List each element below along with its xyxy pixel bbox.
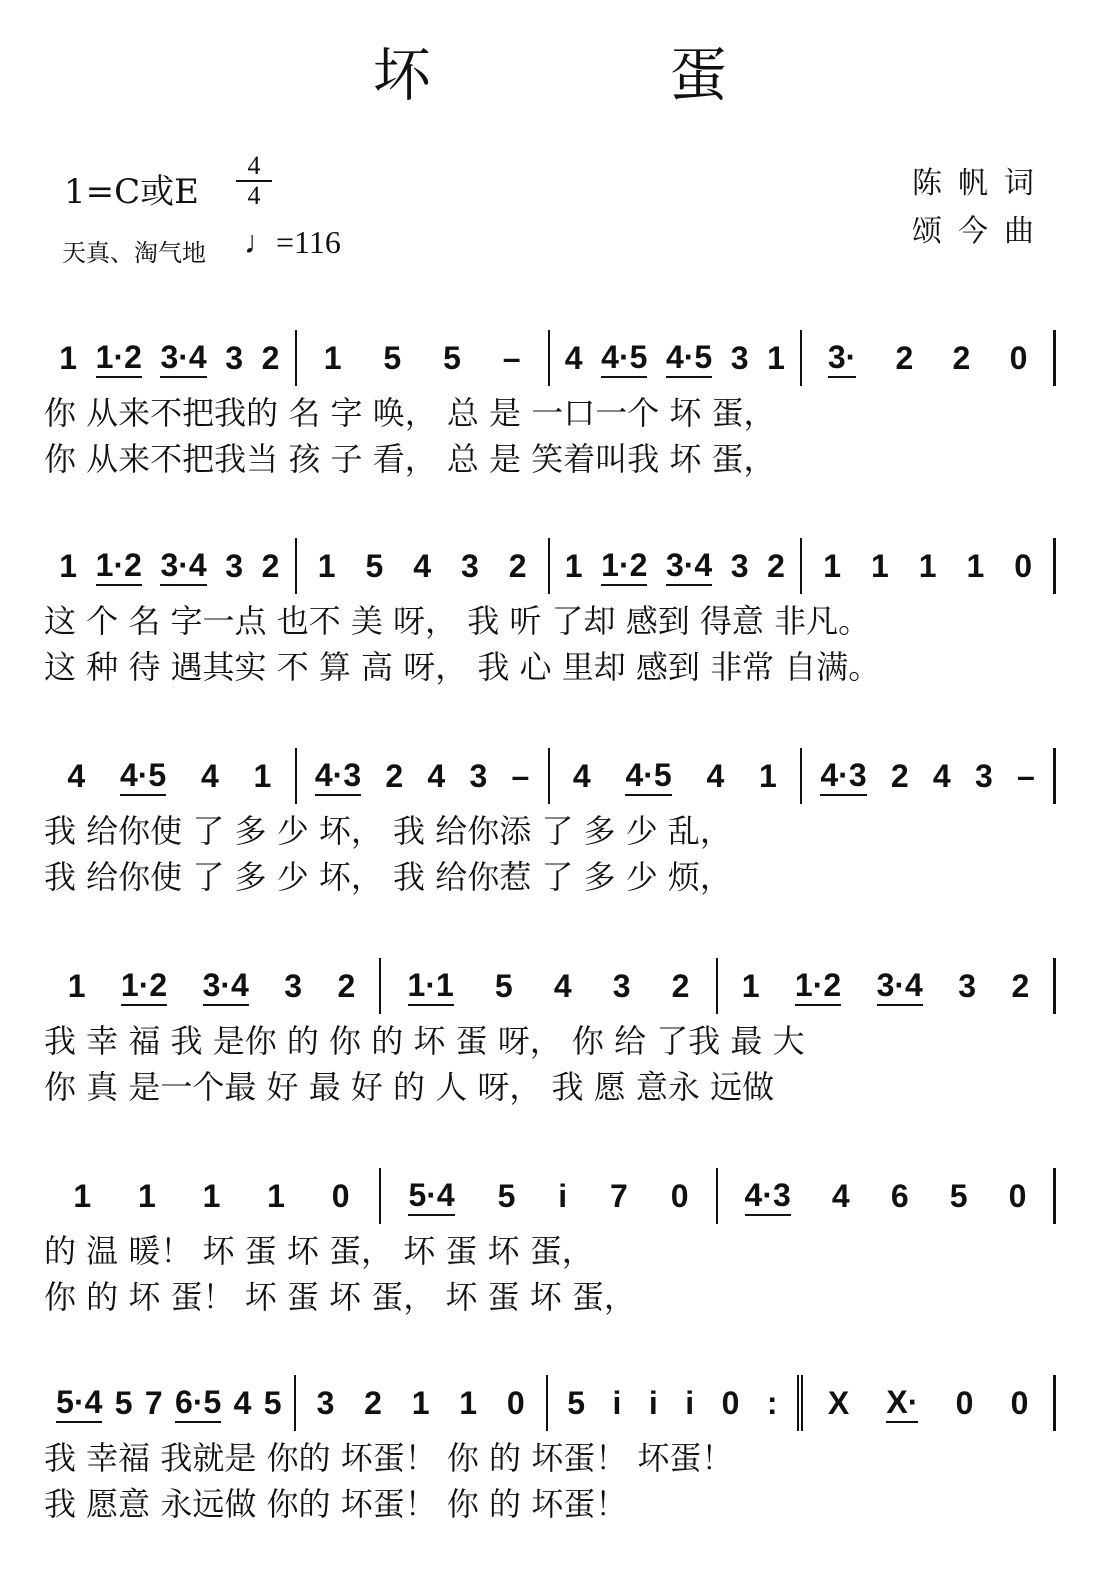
score-system	[44, 958, 1056, 1110]
note: 1	[59, 547, 78, 584]
composer-credit: 颂今曲	[912, 214, 1050, 249]
measure	[44, 748, 297, 804]
note: 4	[553, 967, 572, 1004]
score-system	[44, 538, 1056, 690]
note: 7	[144, 1384, 163, 1421]
credits	[912, 160, 1050, 256]
note: 2	[671, 967, 690, 1004]
note: 4·5	[120, 757, 166, 796]
notes-row	[44, 1375, 1056, 1431]
note: i	[648, 1384, 658, 1421]
note: 3·	[828, 339, 856, 378]
measure	[381, 1168, 718, 1224]
note: 5	[443, 339, 461, 376]
note: –	[502, 339, 521, 376]
tempo-marking: ♩=116	[244, 224, 341, 260]
note: 2	[1011, 967, 1030, 1004]
note: X·	[886, 1384, 918, 1423]
lyric-line: 这 个 名 字一点 也不 美 呀， 我 听 了却 感到 得意 非凡。	[44, 602, 871, 640]
lyric-line: 的 温 暖！ 坏 蛋 坏 蛋， 坏 蛋 坏 蛋，	[44, 1232, 594, 1270]
measure	[802, 748, 1056, 804]
note: 0	[1010, 1384, 1029, 1421]
note: 4·3	[820, 757, 866, 796]
note: i	[558, 1177, 568, 1214]
note: 1	[323, 339, 342, 376]
note: 4	[831, 1177, 850, 1214]
lyric-line: 我 愿意 永远做 你的 坏蛋！ 你 的 坏蛋！	[44, 1485, 628, 1523]
note: 5·4	[408, 1177, 454, 1216]
note: 1	[741, 967, 760, 1004]
score-system	[44, 1168, 1056, 1320]
note: 4	[413, 547, 432, 584]
note: 3	[974, 757, 993, 794]
note: 3	[460, 547, 479, 584]
lyric-line: 我 给你使 了 多 少 坏， 我 给你添 了 多 少 乱，	[44, 812, 732, 850]
note: 0	[1014, 547, 1033, 584]
lyricist-credit: 陈帆词	[912, 166, 1050, 201]
lyrics-block	[44, 598, 1056, 690]
measure	[550, 538, 803, 594]
note: :	[766, 1384, 778, 1421]
notes-row	[44, 958, 1056, 1014]
note: 2	[890, 757, 909, 794]
note: 5	[949, 1177, 968, 1214]
measure	[44, 1168, 381, 1224]
note: 5	[494, 967, 513, 1004]
note: 3	[958, 967, 977, 1004]
note: 0	[1009, 339, 1028, 376]
note: 0	[506, 1384, 525, 1421]
note: 1	[459, 1384, 478, 1421]
note: 1	[966, 547, 985, 584]
note: 3·4	[160, 547, 206, 586]
note: 4·5	[601, 339, 647, 378]
note: 1·2	[96, 547, 142, 586]
note: 5	[567, 1384, 586, 1421]
measure	[548, 1375, 804, 1431]
lyric-line: 你 从来不把我的 名 字 唤， 总 是 一口一个 坏 蛋，	[44, 394, 776, 432]
measure	[296, 1375, 548, 1431]
lyrics-block	[44, 1018, 1056, 1110]
time-signature-bottom: 4	[247, 181, 261, 210]
note: 0	[670, 1177, 689, 1214]
note: 1	[411, 1384, 430, 1421]
note: 5·4	[56, 1384, 102, 1423]
note: 3	[612, 967, 631, 1004]
note: 1	[253, 757, 272, 794]
note: 2	[767, 547, 785, 584]
note: 3	[730, 339, 749, 376]
note: 1·2	[795, 967, 841, 1006]
note: 3·4	[160, 339, 206, 378]
score-system	[44, 748, 1056, 900]
note: 2	[261, 547, 280, 584]
measure	[802, 538, 1056, 594]
note: 7	[610, 1177, 628, 1214]
measure	[297, 748, 550, 804]
measure	[44, 330, 297, 386]
note: X	[827, 1384, 850, 1421]
measure	[297, 330, 550, 386]
song-title: 坏 蛋	[372, 41, 838, 109]
note: 3·4	[203, 967, 249, 1006]
note: 2	[952, 339, 971, 376]
measure	[550, 330, 803, 386]
note: 3	[284, 967, 303, 1004]
note: 5	[114, 1384, 133, 1421]
note: 3	[469, 757, 488, 794]
note: 2	[508, 547, 527, 584]
note: 1	[267, 1177, 285, 1214]
lyrics-block	[44, 808, 1056, 900]
note: 3·4	[666, 547, 712, 586]
note: 2	[261, 339, 280, 376]
measure	[718, 1168, 1056, 1224]
note: 1	[67, 967, 86, 1004]
note: 3	[316, 1384, 335, 1421]
note: 1·2	[601, 547, 647, 586]
lyric-line: 我 给你使 了 多 少 坏， 我 给你惹 了 多 少 烦，	[44, 858, 732, 896]
note: 4	[67, 757, 86, 794]
note: 3	[730, 547, 749, 584]
note: 1	[202, 1177, 221, 1214]
note: 4·3	[745, 1177, 791, 1216]
note: 0	[1008, 1177, 1027, 1214]
notes-row	[44, 748, 1056, 804]
lyric-line: 你 真 是一个最 好 最 好 的 人 呀， 我 愿 意永 远做	[44, 1068, 775, 1106]
note: 0	[331, 1177, 350, 1214]
note: 2	[337, 967, 356, 1004]
lyric-line: 我 幸福 我就是 你的 坏蛋！ 你 的 坏蛋！ 坏蛋！	[44, 1439, 734, 1477]
note: 1·2	[96, 339, 142, 378]
note: –	[511, 757, 530, 794]
time-signature	[236, 152, 272, 210]
note: 2	[364, 1384, 382, 1421]
note: i	[612, 1384, 622, 1421]
measure	[44, 1375, 296, 1431]
note: 1	[317, 547, 336, 584]
note: 6·5	[175, 1384, 221, 1423]
measure	[803, 1375, 1056, 1431]
note: 4	[706, 757, 725, 794]
note: i	[685, 1384, 695, 1421]
notes-row	[44, 538, 1056, 594]
note: 1	[564, 547, 583, 584]
note: 4	[564, 339, 583, 376]
note: 5	[497, 1177, 516, 1214]
note: 0	[721, 1384, 740, 1421]
notes-row	[44, 330, 1056, 386]
note: 1	[823, 547, 842, 584]
note: 1·1	[408, 967, 454, 1006]
note: 1	[767, 339, 785, 376]
note: 1	[137, 1177, 156, 1214]
lyric-line: 这 种 待 遇其实 不 算 高 呀， 我 心 里却 感到 非常 自满。	[44, 648, 881, 686]
note: 4	[200, 757, 219, 794]
note: 1	[918, 547, 937, 584]
note: 4·5	[625, 757, 671, 796]
note: 3	[225, 339, 244, 376]
note: 1·2	[121, 967, 167, 1006]
measure	[550, 748, 803, 804]
note: 2	[385, 757, 404, 794]
note: 2	[895, 339, 914, 376]
note: 0	[955, 1384, 974, 1421]
time-signature-top: 4	[236, 152, 272, 182]
note: 5	[365, 547, 384, 584]
key-signature: 1=C或E	[64, 172, 199, 212]
measure	[718, 958, 1056, 1014]
lyrics-block	[44, 1228, 1056, 1320]
performance-style: 天真、淘气地	[62, 239, 206, 267]
note: 4·5	[666, 339, 712, 378]
lyrics-block	[44, 1435, 1056, 1527]
score-system	[44, 1375, 1056, 1527]
lyric-line: 你 从来不把我当 孩 子 看， 总 是 笑着叫我 坏 蛋，	[44, 440, 776, 478]
note: 1	[759, 757, 777, 794]
lyric-line: 我 幸 福 我 是你 的 你 的 坏 蛋 呀， 你 给 了我 最 大	[44, 1022, 805, 1060]
measure	[44, 538, 297, 594]
note: 3	[225, 547, 244, 584]
note: 3·4	[877, 967, 923, 1006]
note: 5	[263, 1384, 282, 1421]
measure	[802, 330, 1056, 386]
note: 4	[233, 1384, 252, 1421]
note: 1	[73, 1177, 92, 1214]
note: 4·3	[315, 757, 361, 796]
lyric-line: 你 的 坏 蛋！ 坏 蛋 坏 蛋， 坏 蛋 坏 蛋，	[44, 1278, 636, 1316]
note: –	[1017, 757, 1035, 794]
measure	[381, 958, 718, 1014]
note: 5	[383, 339, 402, 376]
note: 4	[572, 757, 591, 794]
notes-row	[44, 1168, 1056, 1224]
score-system	[44, 330, 1056, 482]
note: 1	[870, 547, 889, 584]
note: 1	[59, 339, 78, 376]
note: 4	[427, 757, 446, 794]
note: 4	[932, 757, 951, 794]
lyrics-block	[44, 390, 1056, 482]
measure	[297, 538, 550, 594]
note: 6	[890, 1177, 909, 1214]
measure	[44, 958, 381, 1014]
